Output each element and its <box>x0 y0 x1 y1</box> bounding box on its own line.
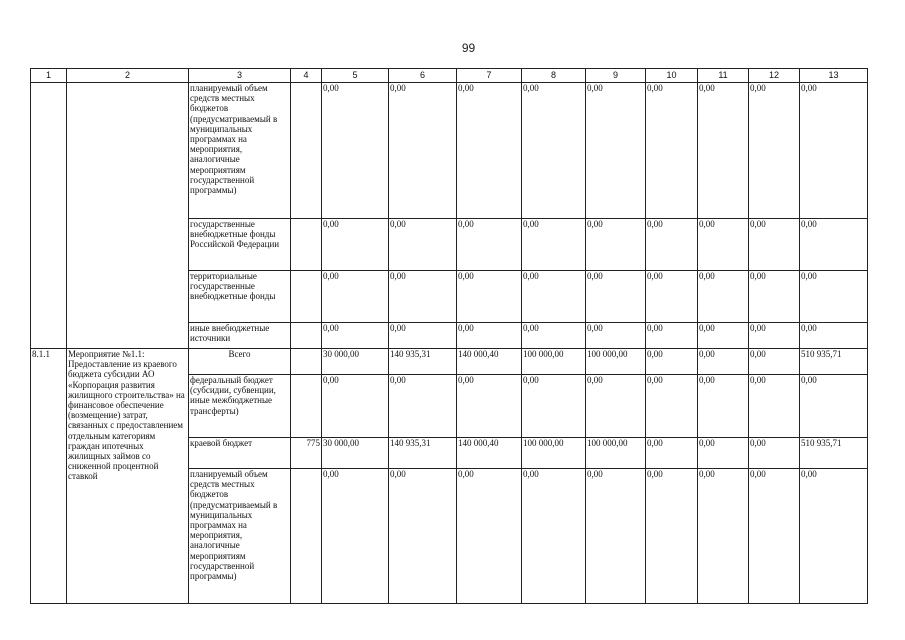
amount-cell: 0,00 <box>322 219 389 271</box>
column-number-4: 4 <box>291 69 322 83</box>
code-cell <box>291 375 322 438</box>
code-cell <box>291 219 322 271</box>
amount-cell: 0,00 <box>646 271 698 323</box>
funding-source-cell: федеральный бюджет (субсидии, субвенции, иные межбюджетные трансферты) <box>189 375 291 438</box>
amount-cell: 0,00 <box>457 323 522 349</box>
funding-source-cell: государственные внебюджетные фонды Российской Федерации <box>189 219 291 271</box>
amount-cell: 0,00 <box>698 375 749 438</box>
measure-number: 8.1.1 <box>31 349 67 604</box>
funding-source-cell: краевой бюджет <box>189 438 291 469</box>
amount-cell: 0,00 <box>646 438 698 469</box>
amount-cell: 0,00 <box>322 469 389 604</box>
amount-cell: 0,00 <box>586 323 646 349</box>
amount-cell: 0,00 <box>389 469 457 604</box>
measure-title: Мероприятие №1.1: Предоставление из краевого бюджета субсидии АО «Корпорация развития жилищного строительства» на финансовое обеспечение (возмещение) затрат, связанных с предоставлением отдельным категориям граждан ипотечных жилищных займов со сниженной процентной ставкой <box>67 349 189 604</box>
amount-cell: 0,00 <box>800 469 868 604</box>
amount-cell: 0,00 <box>749 271 800 323</box>
amount-cell: 0,00 <box>698 323 749 349</box>
amount-cell: 0,00 <box>749 469 800 604</box>
column-number-13: 13 <box>800 69 868 83</box>
column-number-11: 11 <box>698 69 749 83</box>
amount-cell: 0,00 <box>698 438 749 469</box>
amount-cell: 100 000,00 <box>586 438 646 469</box>
amount-cell: 0,00 <box>800 83 868 219</box>
amount-cell: 510 935,71 <box>800 349 868 375</box>
amount-cell: 140 935,31 <box>389 438 457 469</box>
column-number-6: 6 <box>389 69 457 83</box>
amount-cell: 0,00 <box>646 375 698 438</box>
amount-cell: 0,00 <box>522 219 586 271</box>
amount-cell: 0,00 <box>698 349 749 375</box>
amount-cell: 0,00 <box>322 271 389 323</box>
amount-cell: 0,00 <box>800 219 868 271</box>
column-number-1: 1 <box>31 69 67 83</box>
amount-cell: 0,00 <box>698 271 749 323</box>
table-row <box>31 349 868 375</box>
funding-source-cell: Всего <box>189 349 291 375</box>
amount-cell: 0,00 <box>586 83 646 219</box>
code-cell <box>291 349 322 375</box>
column-number-8: 8 <box>522 69 586 83</box>
amount-cell: 0,00 <box>457 219 522 271</box>
amount-cell: 0,00 <box>457 271 522 323</box>
code-cell <box>291 469 322 604</box>
budget-table <box>30 68 868 604</box>
amount-cell: 0,00 <box>389 271 457 323</box>
code-cell <box>291 271 322 323</box>
amount-cell: 0,00 <box>457 469 522 604</box>
amount-cell: 0,00 <box>698 83 749 219</box>
amount-cell: 0,00 <box>322 83 389 219</box>
amount-cell: 0,00 <box>389 83 457 219</box>
column-number-12: 12 <box>749 69 800 83</box>
amount-cell: 140 935,31 <box>389 349 457 375</box>
amount-cell: 0,00 <box>749 219 800 271</box>
amount-cell: 0,00 <box>457 83 522 219</box>
funding-source-cell: планируемый объем средств местных бюджетов (предусматриваемый в муниципальных программах на мероприятия, аналогичные мероприятиям государственной программы) <box>189 469 291 604</box>
amount-cell: 30 000,00 <box>322 438 389 469</box>
amount-cell: 0,00 <box>586 375 646 438</box>
amount-cell: 0,00 <box>586 271 646 323</box>
amount-cell: 100 000,00 <box>522 438 586 469</box>
column-number-3: 3 <box>189 69 291 83</box>
amount-cell: 0,00 <box>389 375 457 438</box>
funding-source-cell: территориальные государственные внебюджетные фонды <box>189 271 291 323</box>
amount-cell: 0,00 <box>698 219 749 271</box>
amount-cell: 0,00 <box>646 469 698 604</box>
row-number-cell <box>31 83 67 349</box>
amount-cell: 100 000,00 <box>522 349 586 375</box>
amount-cell: 0,00 <box>646 349 698 375</box>
funding-source-cell: иные внебюджетные источники <box>189 323 291 349</box>
amount-cell: 0,00 <box>522 271 586 323</box>
amount-cell: 0,00 <box>522 323 586 349</box>
measure-cell <box>67 83 189 349</box>
amount-cell: 0,00 <box>322 323 389 349</box>
column-number-5: 5 <box>322 69 389 83</box>
amount-cell: 0,00 <box>457 375 522 438</box>
amount-cell: 140 000,40 <box>457 349 522 375</box>
amount-cell: 0,00 <box>749 438 800 469</box>
amount-cell: 100 000,00 <box>586 349 646 375</box>
amount-cell: 0,00 <box>749 375 800 438</box>
table-row <box>31 83 868 219</box>
amount-cell: 0,00 <box>749 323 800 349</box>
amount-cell: 0,00 <box>522 375 586 438</box>
code-cell: 775 <box>291 438 322 469</box>
amount-cell: 0,00 <box>322 375 389 438</box>
amount-cell: 0,00 <box>522 469 586 604</box>
amount-cell: 140 000,40 <box>457 438 522 469</box>
amount-cell: 0,00 <box>586 219 646 271</box>
column-number-2: 2 <box>67 69 189 83</box>
amount-cell: 0,00 <box>389 323 457 349</box>
column-number-10: 10 <box>646 69 698 83</box>
amount-cell: 510 935,71 <box>800 438 868 469</box>
column-number-9: 9 <box>586 69 646 83</box>
amount-cell: 0,00 <box>646 219 698 271</box>
amount-cell: 0,00 <box>749 83 800 219</box>
code-cell <box>291 83 322 219</box>
amount-cell: 30 000,00 <box>322 349 389 375</box>
amount-cell: 0,00 <box>389 219 457 271</box>
amount-cell: 0,00 <box>800 375 868 438</box>
amount-cell: 0,00 <box>698 469 749 604</box>
column-number-7: 7 <box>457 69 522 83</box>
amount-cell: 0,00 <box>749 349 800 375</box>
page-number: 99 <box>461 41 476 55</box>
amount-cell: 0,00 <box>586 469 646 604</box>
amount-cell: 0,00 <box>646 323 698 349</box>
amount-cell: 0,00 <box>800 323 868 349</box>
code-cell <box>291 323 322 349</box>
amount-cell: 0,00 <box>646 83 698 219</box>
funding-source-cell: планируемый объем средств местных бюджетов (предусматриваемый в муниципальных программах на мероприятия, аналогичные мероприятиям государственной программы) <box>189 83 291 219</box>
column-number-row <box>31 69 868 83</box>
amount-cell: 0,00 <box>800 271 868 323</box>
amount-cell: 0,00 <box>522 83 586 219</box>
